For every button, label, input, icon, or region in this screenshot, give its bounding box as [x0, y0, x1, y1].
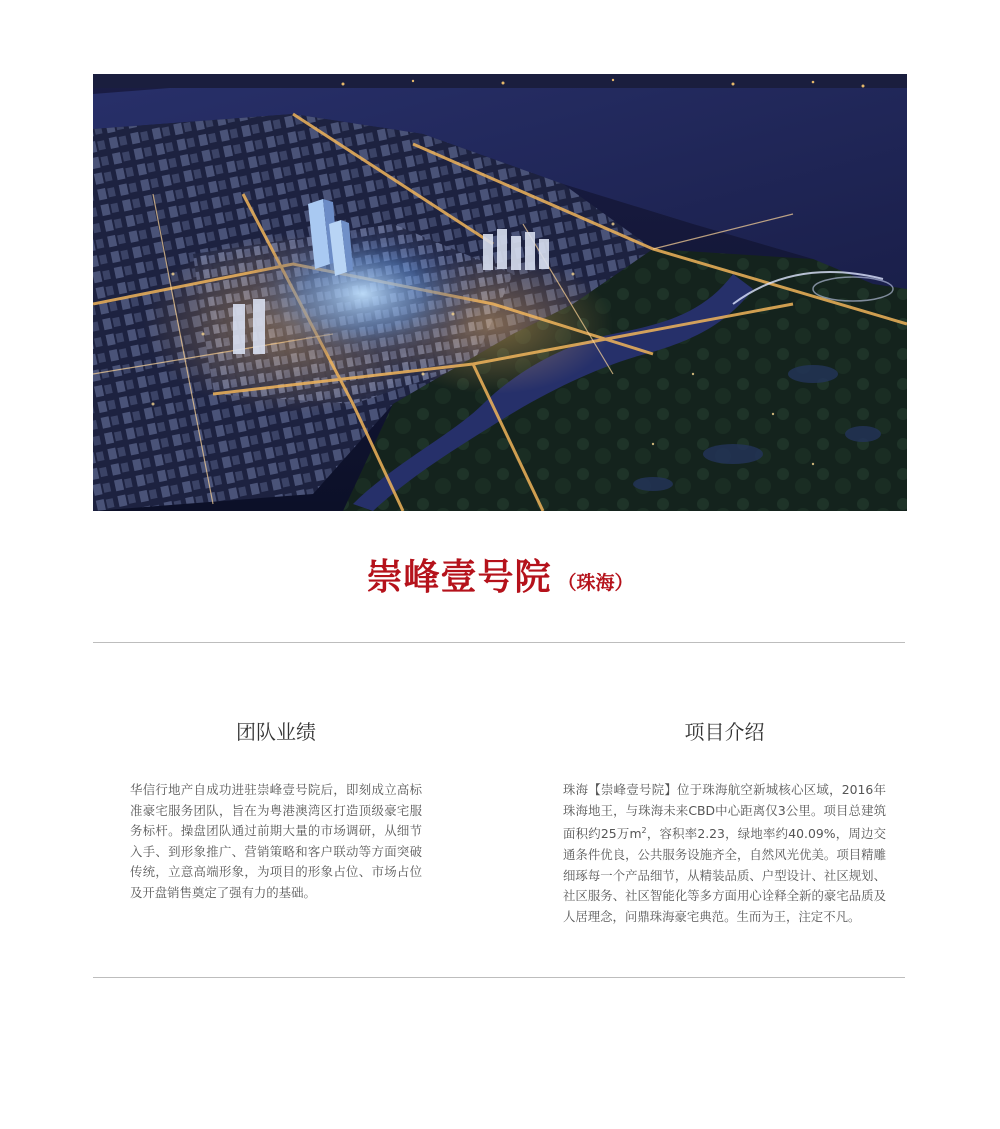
- project-body-part1: 珠海【崇峰壹号院】位于珠海航空新城核心区域，2016年珠海地王，与珠海未来CBD中心距离仅3公里。项目总建筑面积约25万m: [563, 782, 886, 842]
- team-heading: 团队业绩: [236, 720, 316, 744]
- title-main: 崇峰壹号院: [366, 557, 552, 598]
- aerial-night-city-photo: [93, 74, 907, 511]
- title-sub: （珠海）: [557, 572, 634, 594]
- project-title: [0, 549, 1000, 600]
- project-body: [563, 780, 886, 927]
- divider-top: [93, 642, 905, 643]
- divider-bottom: [93, 977, 905, 978]
- area-unit-superscript: 2: [641, 826, 647, 836]
- hero-image: [93, 74, 907, 511]
- project-body-part2: ，容积率2.23，绿地率约40.09%，周边交通条件优良，公共服务设施齐全，自然风光优美。项目精雕细琢每一个产品细节，从精装品质、户型设计、社区规划、社区服务、社区智能化等多方面用心诠释全新的豪宅品质及人居理念，问鼎珠海豪宅典范。生而为王，注定不凡。: [563, 826, 886, 924]
- project-heading: 项目介绍: [684, 720, 765, 744]
- team-section: [130, 716, 422, 904]
- team-body: 华信行地产自成功进驻崇峰壹号院后，即刻成立高标准豪宅服务团队，旨在为粤港澳湾区打造顶级豪宅服务标杆。操盘团队通过前期大量的市场调研，从细节入手、到形象推广、营销策略和客户联动等方面突破传统，立意高端形象，为项目的形象占位、市场占位及开盘销售奠定了强有力的基础。: [130, 782, 422, 900]
- project-section: [563, 716, 886, 927]
